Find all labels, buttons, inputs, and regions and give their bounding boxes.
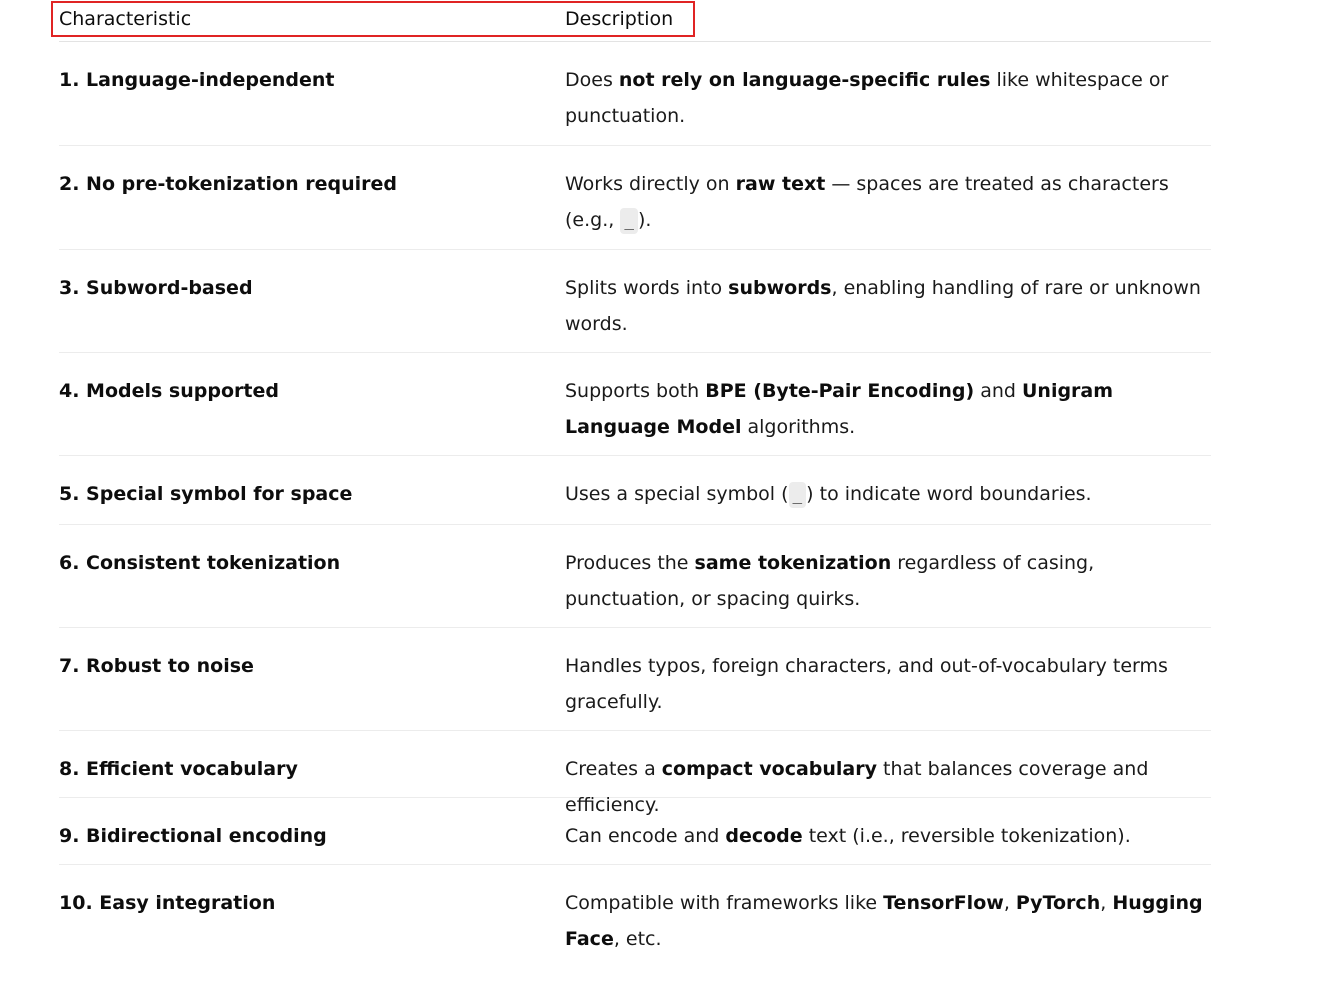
characteristic-cell: 8. Efficient vocabulary — [59, 758, 298, 780]
description-cell — [565, 373, 1211, 455]
bold-text: same tokenization — [694, 552, 892, 574]
description-text: Uses a special symbol ( — [565, 483, 789, 505]
characteristic-cell: 2. No pre-tokenization required — [59, 173, 397, 195]
description-text: Does — [565, 69, 619, 91]
description-text: that balances coverage and efficiency. — [565, 758, 1149, 816]
description-text: Can encode and — [565, 825, 726, 847]
header-description: Description — [565, 8, 674, 30]
inline-code: _ — [620, 208, 638, 234]
bold-text: TensorFlow — [883, 892, 1004, 914]
table-row — [59, 250, 1211, 353]
description-text: Produces the — [565, 552, 695, 574]
characteristic-cell: 1. Language-independent — [59, 69, 335, 91]
table-row — [59, 731, 1211, 816]
characteristic-cell: 9. Bidirectional encoding — [59, 825, 327, 847]
description-text: ) to indicate word boundaries. — [806, 483, 1092, 505]
description-text: and — [974, 380, 1022, 402]
bold-text: decode — [725, 825, 803, 847]
bold-text: raw text — [735, 173, 826, 195]
characteristic-cell: 3. Subword-based — [59, 277, 253, 299]
description-text: Splits words into — [565, 277, 729, 299]
description-cell — [565, 885, 1211, 975]
description-text: Works directly on — [565, 173, 736, 195]
table-row — [59, 628, 1211, 731]
description-cell — [565, 648, 1211, 730]
table-header-row — [59, 0, 1211, 42]
description-text: like whitespace or punctuation. — [565, 69, 1169, 127]
description-cell — [565, 270, 1211, 352]
description-text: regardless of casing, punctuation, or spacing quirks. — [565, 552, 1095, 610]
inline-code: _ — [789, 482, 807, 508]
bold-text: compact vocabulary — [661, 758, 877, 780]
description-text: ). — [637, 209, 652, 231]
description-text: , — [1100, 892, 1113, 914]
description-cell — [565, 62, 1211, 145]
description-text: Supports both — [565, 380, 706, 402]
bold-text: BPE (Byte-Pair Encoding) — [705, 380, 975, 402]
characteristic-cell: 4. Models supported — [59, 380, 279, 402]
bold-text: Unigram Language Model — [565, 380, 1114, 438]
description-cell — [565, 166, 1211, 249]
description-cell — [565, 818, 1211, 864]
description-text: , enabling handling of rare or unknown words. — [565, 277, 1201, 335]
characteristics-table — [59, 0, 1211, 975]
description-text: Handles typos, foreign characters, and out-of-vocabulary terms gracefully. — [565, 655, 1168, 713]
bold-text: not rely on language-specific rules — [618, 69, 991, 91]
characteristic-cell: 5. Special symbol for space — [59, 483, 353, 505]
table-body — [59, 42, 1211, 975]
bold-text: Hugging Face — [565, 892, 1203, 950]
bold-text: subwords — [728, 277, 832, 299]
characteristic-cell: 7. Robust to noise — [59, 655, 254, 677]
description-text: , etc. — [613, 928, 662, 950]
table-row — [59, 353, 1211, 456]
description-text: algorithms. — [741, 416, 856, 438]
characteristic-cell: 10. Easy integration — [59, 892, 276, 914]
table-row — [59, 146, 1211, 250]
table-row — [59, 525, 1211, 628]
description-cell — [565, 476, 1211, 524]
header-characteristic: Characteristic — [59, 8, 192, 30]
description-text: Compatible with frameworks like — [565, 892, 884, 914]
description-text: text (i.e., reversible tokenization). — [802, 825, 1131, 847]
table-row — [59, 865, 1211, 975]
bold-text: PyTorch — [1015, 892, 1101, 914]
table-row — [59, 42, 1211, 146]
description-text: , — [1003, 892, 1016, 914]
description-cell — [565, 751, 1211, 816]
table-row — [59, 456, 1211, 525]
characteristic-cell: 6. Consistent tokenization — [59, 552, 341, 574]
description-text: Creates a — [565, 758, 662, 780]
description-cell — [565, 545, 1211, 627]
description-text: — spaces are treated as characters (e.g., — [565, 173, 1169, 231]
